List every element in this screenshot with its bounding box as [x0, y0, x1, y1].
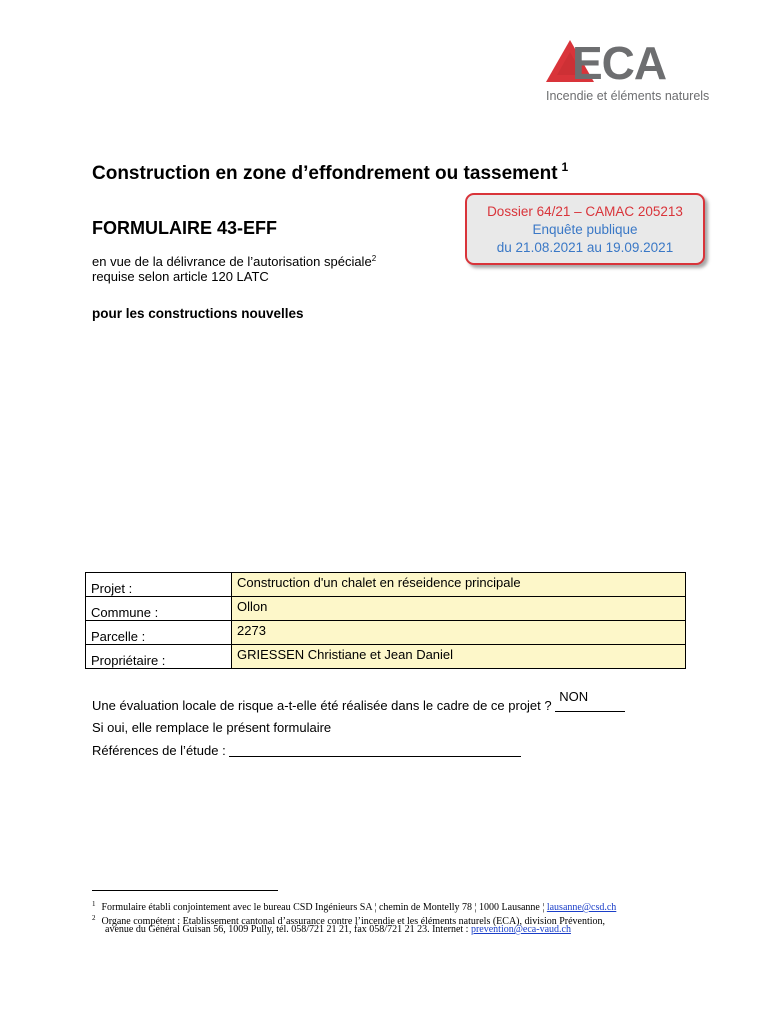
- field-proprietaire[interactable]: GRIESSEN Christiane et Jean Daniel: [232, 645, 686, 669]
- field-parcelle[interactable]: 2273: [232, 621, 686, 645]
- title-footnote-ref: 1: [561, 160, 569, 174]
- footnote-1-link[interactable]: lausanne@csd.ch: [546, 902, 617, 913]
- field-projet[interactable]: Construction d'un chalet en réseidence principale: [232, 573, 686, 597]
- row-label-proprietaire: Propriétaire :: [86, 645, 232, 669]
- question-remplace: Si oui, elle remplace le présent formulaire: [92, 720, 332, 735]
- evaluation-answer-field[interactable]: [555, 689, 625, 712]
- row-label-projet: Projet :: [86, 573, 232, 597]
- footnote-divider: [92, 890, 278, 891]
- subtitle-footnote-ref: 2: [371, 254, 377, 263]
- form-subtitle-3: pour les constructions nouvelles: [92, 306, 304, 321]
- field-commune[interactable]: Ollon: [232, 597, 686, 621]
- row-label-commune: Commune :: [86, 597, 232, 621]
- document-title-text: Construction en zone d’effondrement ou tassement: [92, 163, 558, 184]
- subtitle-1-text: en vue de la délivrance de l’autorisation spéciale: [92, 254, 372, 269]
- evaluation-answer: NON: [559, 689, 589, 704]
- stamp-dossier: Dossier 64/21 – CAMAC 205213: [487, 204, 683, 219]
- table-row: [86, 645, 686, 669]
- question-references: [92, 743, 521, 758]
- logo-tagline: Incendie et éléments naturels: [546, 89, 710, 103]
- footnote-1-number: 1: [92, 900, 96, 908]
- stamp-dates: du 21.08.2021 au 19.09.2021: [496, 240, 674, 255]
- question-evaluation: [92, 689, 625, 713]
- dossier-stamp: [465, 193, 705, 265]
- footnote-1-text: Formulaire établi conjointement avec le bureau CSD Ingénieurs SA ¦ chemin de Montelly 78 ¦ 1000 Lausanne ¦: [101, 902, 545, 913]
- logo-text: ECA: [572, 37, 667, 89]
- form-subtitle-2: requise selon article 120 LATC: [92, 269, 269, 284]
- project-info-table: [85, 572, 686, 669]
- footnote-2-link[interactable]: prevention@eca-vaud.ch: [470, 924, 571, 935]
- footnote-2-line2: avenue du Général Guisan 56, 1009 Pully, tél. 058/721 21 21, fax 058/721 21 23. Internet :: [105, 924, 469, 935]
- footnote-2-number: 2: [92, 914, 96, 922]
- table-row: [86, 621, 686, 645]
- table-row: [86, 573, 686, 597]
- question-evaluation-text: Une évaluation locale de risque a-t-elle été réalisée dans le cadre de ce projet ?: [92, 698, 552, 713]
- stamp-enquete: Enquête publique: [532, 222, 638, 237]
- table-row: [86, 597, 686, 621]
- references-field[interactable]: [229, 744, 521, 757]
- document-title: [92, 160, 568, 185]
- references-label: Références de l’étude :: [92, 743, 226, 758]
- footnote-2-continued: [105, 924, 571, 936]
- form-subtitle-1: [92, 254, 376, 269]
- row-label-parcelle: Parcelle :: [86, 621, 232, 645]
- form-title: FORMULAIRE 43-EFF: [92, 218, 278, 238]
- footnote-2-text: Organe compétent : Etablissement cantonal d’assurance contre l’incendie et les éléments naturels (ECA), division Prévention,: [101, 916, 606, 927]
